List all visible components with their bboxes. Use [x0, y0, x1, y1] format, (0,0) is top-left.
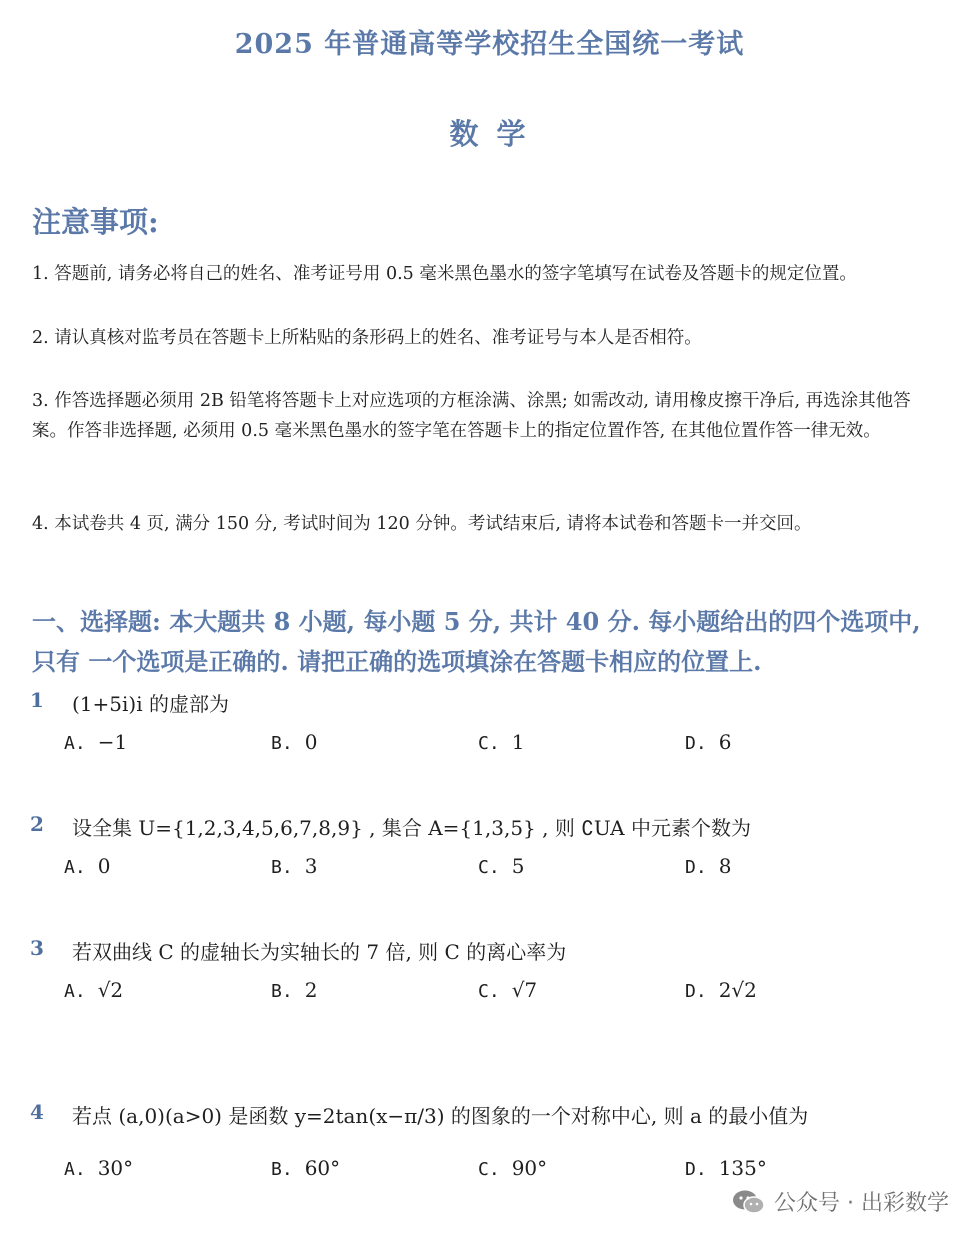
option-value: 5: [511, 854, 525, 878]
notice-heading: 注意事项:: [32, 205, 159, 239]
option-c: [478, 854, 524, 878]
option-label: A.: [64, 733, 86, 754]
question-text: (1+5i)i 的虚部为: [72, 692, 229, 716]
watermark: [732, 1186, 949, 1217]
option-label: B.: [271, 1159, 293, 1180]
option-value: 2√2: [718, 978, 757, 1002]
option-value: √2: [97, 978, 124, 1002]
notice-item-3: 3. 作答选择题必须用 2B 铅笔将答题卡上对应选项的方框涂满、涂黑; 如需改动, 请用橡皮擦干净后, 再选涂其他答案。作答非选择题, 必须用 0.5 毫米黑色墨水的签字笔在答题卡上的指定位置作答, 在其他位置作答一律无效。: [32, 391, 911, 441]
option-b: [271, 730, 317, 754]
option-list: [64, 854, 944, 884]
option-label: D.: [685, 981, 707, 1002]
option-value: 1: [511, 730, 525, 754]
option-c: [478, 730, 524, 754]
option-c: [478, 978, 537, 1002]
option-b: [271, 854, 317, 878]
option-label: D.: [685, 733, 707, 754]
question-number: 1: [30, 688, 44, 712]
question-text: 设全集 U={1,2,3,4,5,6,7,8,9} , 集合 A={1,3,5} , 则 ∁UA 中元素个数为: [72, 816, 751, 840]
option-value: 0: [304, 730, 318, 754]
notice-item-4: 4. 本试卷共 4 页, 满分 150 分, 考试时间为 120 分钟。考试结束后, 请将本试卷和答题卡一并交回。: [32, 514, 812, 534]
option-a: [64, 730, 127, 754]
subject-title: 数 学: [449, 117, 530, 151]
option-label: B.: [271, 981, 293, 1002]
option-label: A.: [64, 1159, 86, 1180]
option-value: 30°: [97, 1156, 134, 1180]
option-label: B.: [271, 733, 293, 754]
question-text: 若双曲线 C 的虚轴长为实轴长的 7 倍, 则 C 的离心率为: [72, 940, 567, 964]
watermark-text: 公众号 · 出彩数学: [774, 1191, 949, 1216]
option-label: C.: [478, 733, 500, 754]
wechat-icon: [732, 1189, 766, 1215]
option-a: [64, 1156, 133, 1180]
option-value: √7: [511, 978, 538, 1002]
option-value: 0: [97, 854, 111, 878]
option-value: 8: [718, 854, 732, 878]
option-label: C.: [478, 981, 500, 1002]
option-label: D.: [685, 857, 707, 878]
option-value: 3: [304, 854, 318, 878]
option-value: 6: [718, 730, 732, 754]
option-c: [478, 1156, 547, 1180]
section-heading: 一、选择题: 本大题共 8 小题, 每小题 5 分, 共计 40 分. 每小题给出的四个选项中, 只有 一个选项是正确的. 请把正确的选项填涂在答题卡相应的位置上.: [32, 607, 921, 676]
option-a: [64, 854, 110, 878]
exam-title: 2025 年普通高等学校招生全国统一考试: [234, 29, 745, 60]
option-list: [64, 730, 944, 760]
option-d: [685, 854, 731, 878]
question-number: 3: [30, 936, 44, 960]
option-label: B.: [271, 857, 293, 878]
option-value: 60°: [304, 1156, 341, 1180]
option-b: [271, 1156, 340, 1180]
question-number: 2: [30, 812, 44, 836]
option-label: C.: [478, 857, 500, 878]
option-d: [685, 978, 757, 1002]
notice-item-2: 2. 请认真核对监考员在答题卡上所粘贴的条形码上的姓名、准考证号与本人是否相符。: [32, 328, 702, 348]
option-label: D.: [685, 1159, 707, 1180]
option-value: 90°: [511, 1156, 548, 1180]
option-label: A.: [64, 857, 86, 878]
option-value: 2: [304, 978, 318, 1002]
question-text: 若点 (a,0)(a>0) 是函数 y=2tan(x−π/3) 的图象的一个对称中心, 则 a 的最小值为: [72, 1104, 809, 1128]
option-d: [685, 1156, 767, 1180]
option-list: [64, 1156, 944, 1186]
option-label: A.: [64, 981, 86, 1002]
option-d: [685, 730, 731, 754]
option-value: 135°: [718, 1156, 767, 1180]
option-value: −1: [97, 730, 128, 754]
notice-item-1: 1. 答题前, 请务必将自己的姓名、准考证号用 0.5 毫米黑色墨水的签字笔填写在试卷及答题卡的规定位置。: [32, 264, 857, 284]
option-list: [64, 978, 944, 1008]
option-b: [271, 978, 317, 1002]
question-number: 4: [30, 1100, 44, 1124]
option-a: [64, 978, 123, 1002]
option-label: C.: [478, 1159, 500, 1180]
